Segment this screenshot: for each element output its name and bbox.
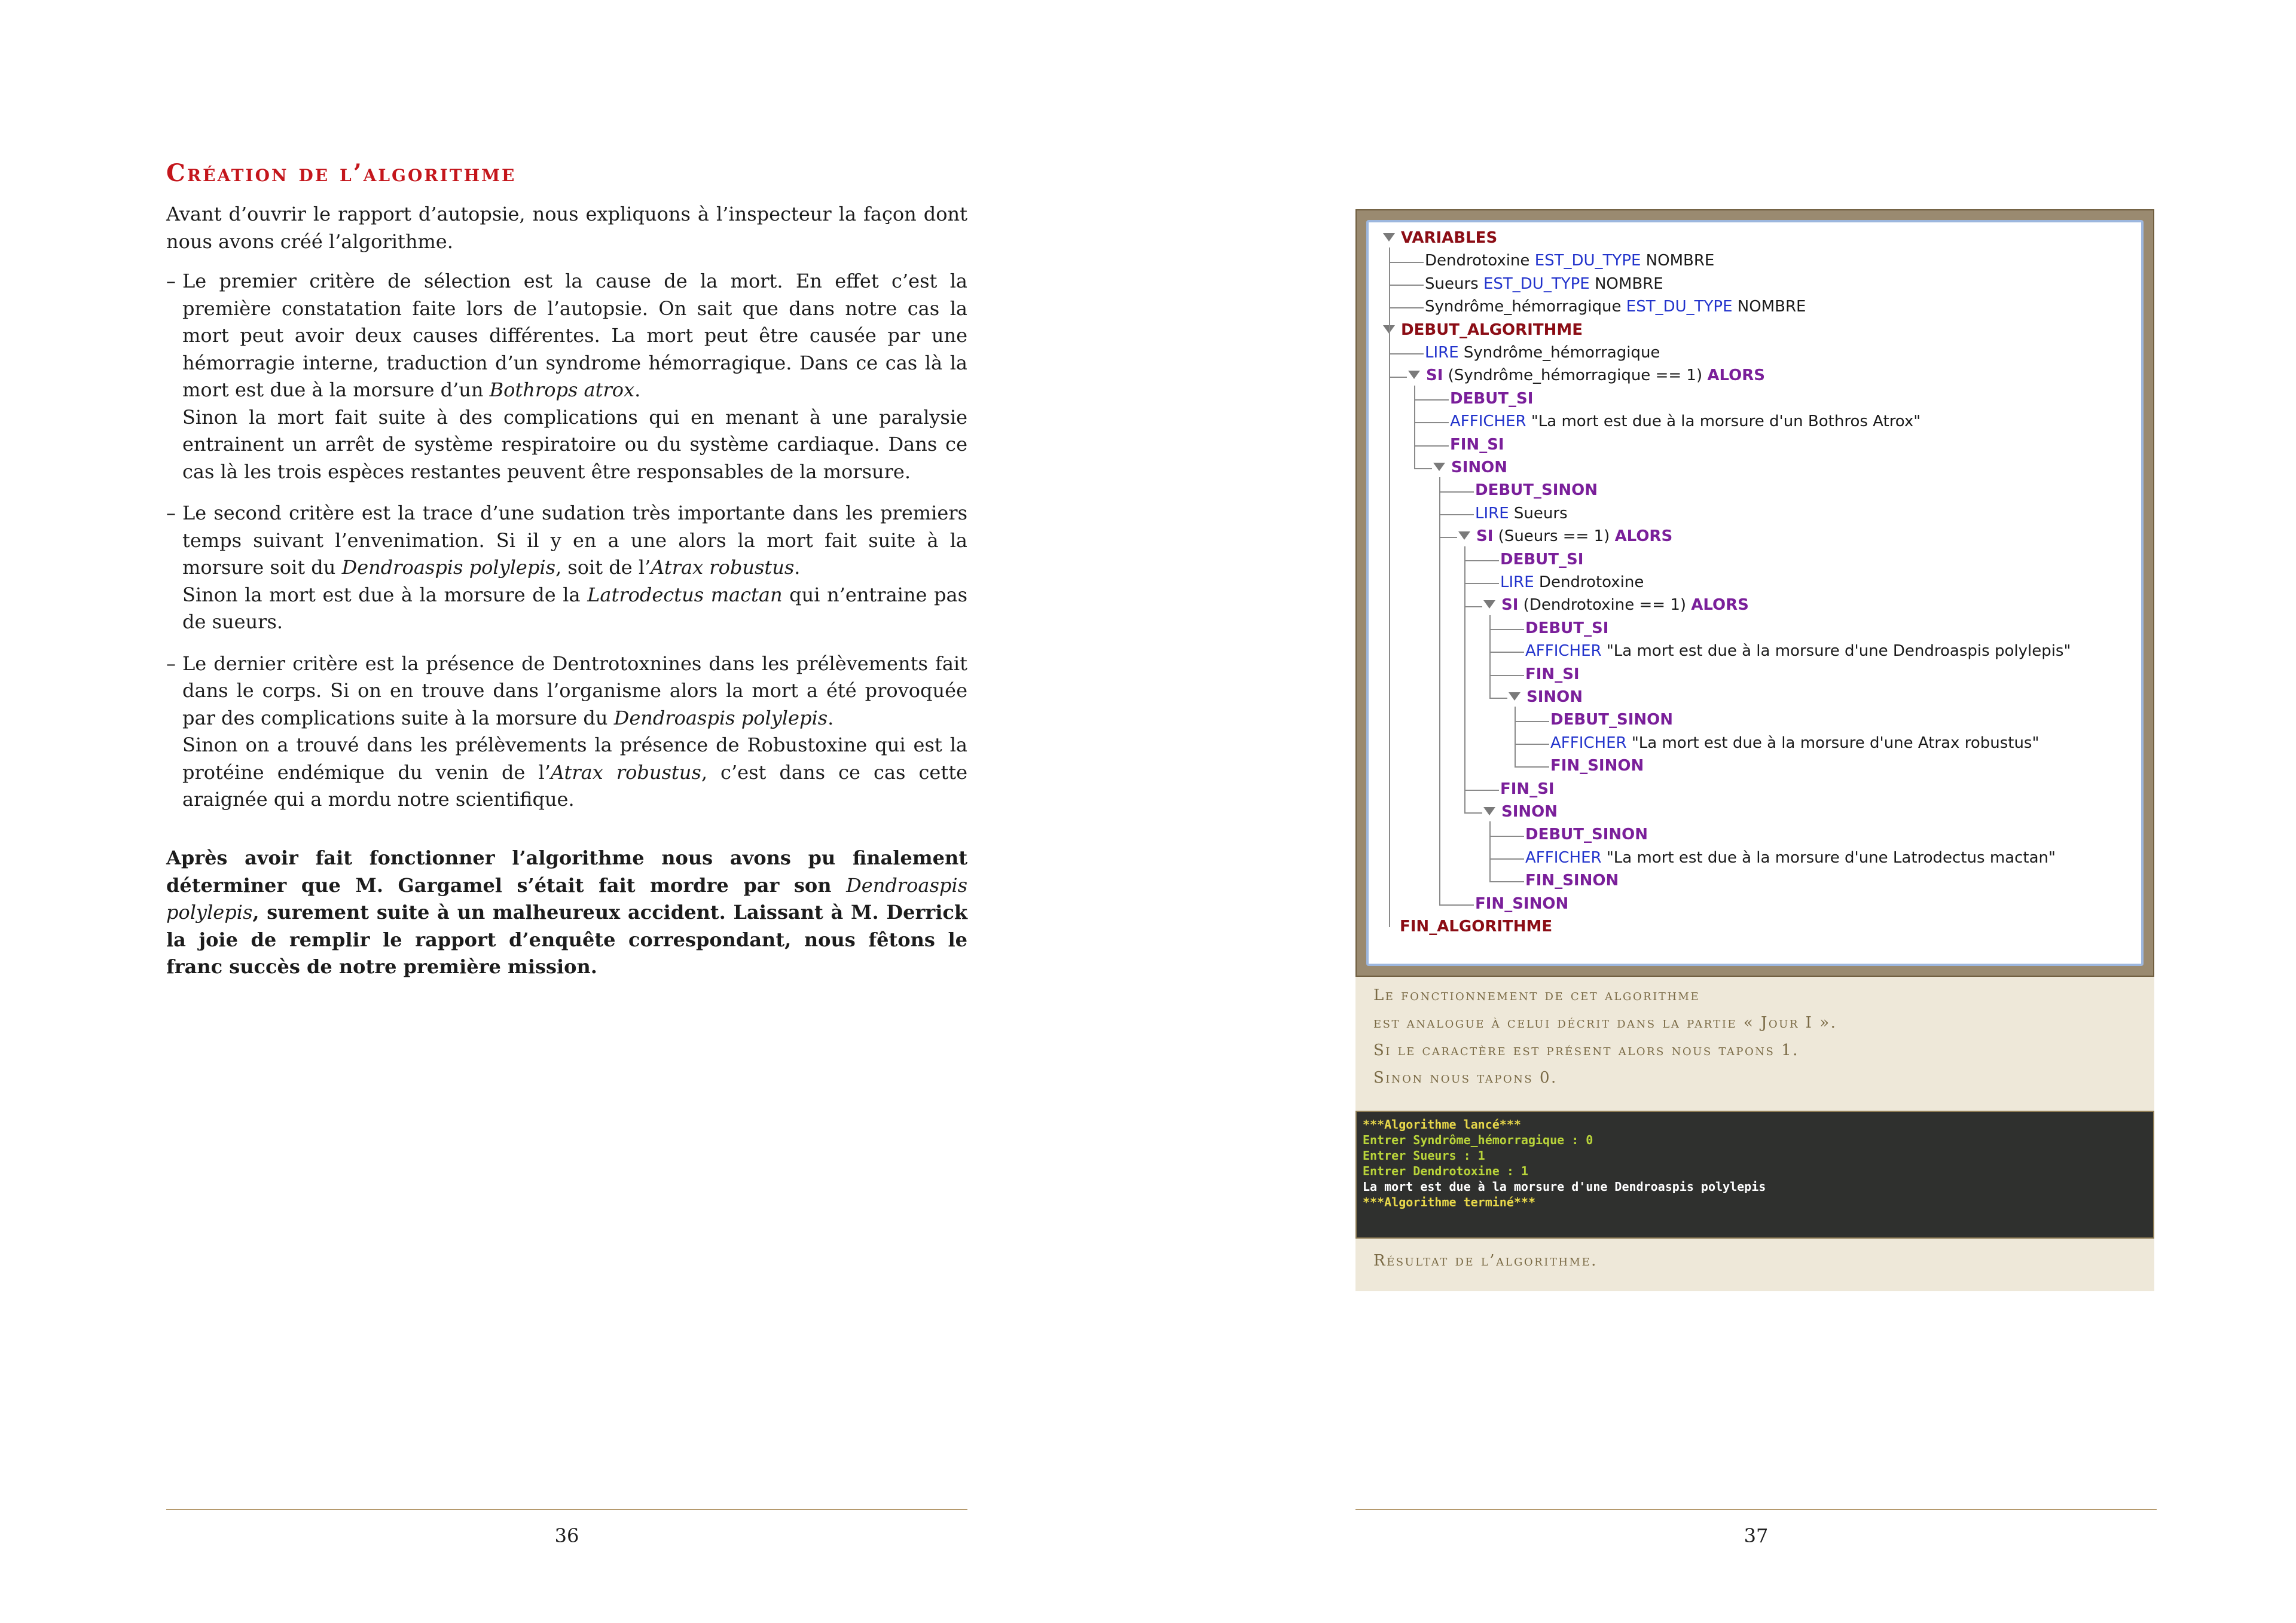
page-number: 36 — [554, 1524, 579, 1547]
disclosure-triangle-icon[interactable] — [1408, 371, 1420, 379]
tree-connector — [1414, 386, 1415, 469]
code-text: Syndrôme_hémorragique — [1425, 298, 1626, 316]
code-keyword: SINON — [1451, 459, 1508, 476]
code-text: Syndrôme_hémorragique — [1458, 344, 1660, 362]
tree-connector — [1389, 353, 1424, 354]
code-text: "La mort est due à la morsure d'une Latrodectus mactan" — [1601, 848, 2056, 867]
criterion-2-text-mid: , soit de l’ — [555, 556, 651, 579]
species-name: Latrodectus mactan — [587, 583, 783, 606]
console-line: La mort est due à la morsure d'une Dendroaspis polylepis — [1363, 1179, 1766, 1194]
code-keyword: FIN_SINON — [1475, 894, 1569, 913]
caption-line: Sinon nous tapons 0. — [1373, 1069, 1558, 1087]
code-line — [1525, 640, 2071, 662]
code-text: (Sueurs == 1) — [1493, 527, 1615, 546]
code-keyword: FIN_SI — [1500, 780, 1555, 798]
tree-connector — [1464, 606, 1482, 607]
species-name: Dendroaspis polylepis — [613, 706, 828, 729]
code-line — [1525, 870, 1619, 891]
code-keyword: SI — [1476, 527, 1494, 546]
code-line — [1383, 319, 1583, 341]
code-line — [1550, 755, 1644, 777]
tree-connector — [1389, 307, 1424, 308]
tree-connector — [1489, 698, 1507, 699]
code-line — [1550, 732, 2039, 754]
code-line — [1450, 411, 1921, 432]
code-text: "La mort est due à la morsure d'une Dendroaspis polylepis" — [1601, 642, 2071, 661]
code-keyword: DEBUT_SINON — [1550, 711, 1674, 729]
console-line: ***Algorithme terminé*** — [1363, 1195, 1535, 1209]
code-line — [1458, 525, 1672, 547]
code-keyword: DEBUT_SI — [1525, 619, 1609, 637]
tree-connector — [1414, 422, 1449, 423]
code-line — [1500, 778, 1555, 800]
code-keyword: AFFICHER — [1525, 848, 1602, 867]
code-keyword: LIRE — [1425, 344, 1459, 362]
species-name: Dendroaspis polylepis — [166, 873, 967, 924]
disclosure-triangle-icon[interactable] — [1509, 692, 1521, 701]
code-line — [1425, 296, 1806, 317]
code-keyword: EST_DU_TYPE — [1483, 274, 1590, 293]
criterion-3-text: Le dernier critère est la présence de Dentrotoxnines dans les prélèvements fait dans le corps. Si on en trouve dans l’organisme alors la mort a été provoquée par des complications suite à la morsure du — [182, 652, 967, 729]
code-text: "La mort est due à la morsure d'un Bothros Atrox" — [1526, 412, 1921, 431]
tree-connector — [1515, 766, 1549, 768]
code-line — [1525, 847, 2056, 869]
code-line — [1475, 893, 1568, 915]
code-text: (Dendrotoxine == 1) — [1518, 596, 1692, 615]
tree-connector — [1414, 399, 1449, 401]
tree-connector — [1439, 514, 1474, 515]
algorithm-editor — [1366, 220, 2144, 966]
tree-connector — [1489, 652, 1524, 653]
right-page — [1148, 0, 2296, 1623]
conclusion-text: Après avoir fait fonctionner l’algorithme nous avons pu finalement déterminer que M. Gargamel s’était fait mordre par son — [166, 846, 967, 897]
caption-line: Si le caractère est présent alors nous tapons 1. — [1373, 1041, 1799, 1059]
code-keyword: EST_DU_TYPE — [1626, 298, 1733, 316]
criterion-2-paragraph-1 — [182, 500, 967, 582]
criterion-3-paragraph-2 — [182, 732, 967, 814]
criterion-2-sinon-text: Sinon la mort est due à la morsure de la — [182, 583, 588, 606]
code-line — [1425, 342, 1660, 363]
tree-connector — [1389, 377, 1407, 378]
code-keyword: DEBUT_SINON — [1475, 481, 1598, 500]
code-line — [1525, 618, 1608, 639]
code-keyword: FIN_SI — [1525, 665, 1580, 683]
tree-connector — [1389, 285, 1424, 286]
species-name: Dendroaspis polylepis — [341, 556, 555, 579]
code-line — [1425, 250, 1714, 271]
code-keyword: DEBUT_SINON — [1525, 826, 1648, 844]
code-line — [1550, 709, 1673, 730]
code-keyword: VARIABLES — [1401, 229, 1498, 247]
criterion-item-1 — [166, 268, 967, 485]
tree-connector — [1489, 615, 1491, 699]
code-keyword: AFFICHER — [1550, 733, 1627, 752]
tree-connector — [1515, 744, 1549, 745]
result-caption: Résultat de l’algorithme. — [1373, 1252, 1598, 1270]
code-line — [1509, 686, 1583, 708]
code-keyword: SINON — [1526, 688, 1583, 706]
tree-connector — [1464, 546, 1465, 814]
species-name: Bothrops atrox — [489, 378, 635, 401]
criterion-3-paragraph-1 — [182, 650, 967, 732]
code-keyword: SI — [1501, 596, 1519, 615]
criterion-2-paragraph-2 — [182, 582, 967, 636]
tree-connector — [1489, 675, 1524, 676]
code-keyword: AFFICHER — [1450, 412, 1526, 431]
caption-line: Le fonctionnement de cet algorithme — [1373, 986, 1700, 1004]
criterion-item-3 — [166, 650, 967, 814]
tree-connector — [1489, 881, 1524, 882]
code-keyword: ALORS — [1691, 596, 1749, 615]
page-number: 37 — [1744, 1524, 1769, 1547]
code-line — [1408, 365, 1765, 386]
tree-connector — [1414, 445, 1449, 447]
code-line — [1500, 549, 1583, 570]
tree-connector — [1489, 821, 1491, 882]
code-text: Dendrotoxine — [1534, 573, 1644, 591]
caption-line: est analogue à celui décrit dans la partie « Jour I ». — [1373, 1014, 1837, 1032]
console-line: Entrer Dendrotoxine : 1 — [1363, 1164, 1528, 1178]
code-text: Dendrotoxine — [1425, 252, 1535, 270]
section-title: Création de l’algorithme — [166, 159, 517, 187]
figure-caption — [1355, 977, 2154, 1111]
criterion-3-sinon-text: Sinon on a trouvé dans les prélèvements la présence de Robustoxine qui est la protéine endémique du venin de l’ — [182, 733, 967, 784]
disclosure-triangle-icon[interactable] — [1483, 600, 1495, 609]
code-keyword: ALORS — [1614, 527, 1673, 546]
criterion-2-sinon-text-end: qui n’entraine pas de sueurs. — [182, 583, 968, 633]
code-keyword: DEBUT_SI — [1500, 550, 1584, 568]
code-line — [1475, 503, 1568, 524]
code-keyword: FIN_SINON — [1550, 757, 1644, 775]
list-dash: – — [166, 652, 176, 675]
code-line — [1450, 434, 1504, 456]
conclusion-text-end: , surement suite à un malheureux accident. Laissant à M. Derrick la joie de remplir le rapport d’enquête correspondant, nous fêtons le franc succès de notre première mission. — [166, 901, 967, 978]
tree-connector — [1515, 707, 1516, 768]
code-keyword: DEBUT_ALGORITHME — [1401, 320, 1583, 339]
tree-connector — [1489, 836, 1524, 837]
tree-connector — [1389, 262, 1424, 263]
code-line — [1400, 916, 1552, 937]
tree-connector — [1439, 491, 1474, 493]
code-keyword: FIN_ALGORITHME — [1400, 918, 1553, 936]
criterion-1-text: Le premier critère de sélection est la cause de la mort. En effet c’est la première constatation faite lors de l’autopsie. On sait que dans notre cas la mort peut avoir deux causes différentes. La mort peut être causée par une hémorragie interne, traduction d’un syndrome hémorragique. Dans ce cas là la mort est due à la morsure d’un — [182, 270, 967, 401]
tree-connector — [1489, 858, 1524, 860]
code-keyword: EST_DU_TYPE — [1534, 252, 1641, 270]
criteria-list — [166, 268, 967, 828]
console-line: Entrer Sueurs : 1 — [1363, 1148, 1485, 1163]
tree-connector — [1464, 560, 1499, 561]
criterion-3-sinon-text-end: , c’est dans ce cas cette araignée qui a mordu notre scientifique. — [182, 760, 968, 811]
code-text: "La mort est due à la morsure d'une Atrax robustus" — [1626, 733, 2039, 752]
tree-connector — [1464, 583, 1499, 584]
code-line — [1483, 801, 1558, 823]
code-keyword: AFFICHER — [1525, 642, 1602, 661]
console-output — [1355, 1111, 2154, 1239]
list-dash: – — [166, 502, 176, 524]
tree-connector — [1489, 629, 1524, 630]
tree-connector — [1439, 477, 1440, 905]
tree-connector — [1439, 537, 1457, 538]
code-text: NOMBRE — [1641, 252, 1715, 270]
code-line — [1483, 594, 1749, 616]
code-line — [1475, 479, 1598, 501]
tree-connector — [1414, 468, 1432, 469]
code-keyword: FIN_SI — [1450, 435, 1504, 454]
disclosure-triangle-icon[interactable] — [1383, 233, 1395, 242]
code-line — [1525, 664, 1580, 685]
criterion-1-text-end: . — [634, 378, 641, 401]
criterion-1-paragraph-2: Sinon la mort fait suite à des complications qui en menant à une paralysie entrainent un arrêt de système respiratoire ou du système cardiaque. Dans ce cas là les trois espèces restantes peuvent être responsables de la morsure. — [182, 405, 967, 483]
tree-connector — [1515, 721, 1549, 722]
tree-connector — [1439, 904, 1474, 906]
criterion-2-text: Le second critère est la trace d’une sudation très importante dans les premiers temps suivant l’envenimation. Si il y en a une alors la mort fait suite à la morsure soit du — [182, 502, 967, 579]
console-line: Entrer Syndrôme_hémorragique : 0 — [1363, 1133, 1593, 1147]
algorithm-figure — [1355, 209, 2154, 977]
code-line — [1450, 388, 1533, 409]
list-dash: – — [166, 270, 176, 292]
code-text: NOMBRE — [1589, 274, 1663, 293]
disclosure-triangle-icon[interactable] — [1483, 807, 1495, 815]
code-text: NOMBRE — [1732, 298, 1806, 316]
footer-rule — [1355, 1509, 2157, 1510]
result-caption-box — [1355, 1239, 2154, 1291]
species-name: Atrax robustus — [651, 556, 795, 579]
tree-connector — [1464, 812, 1482, 814]
code-text: Sueurs — [1425, 274, 1483, 293]
code-keyword: ALORS — [1707, 366, 1765, 385]
code-keyword: LIRE — [1475, 504, 1509, 522]
criterion-item-2 — [166, 500, 967, 636]
code-keyword: DEBUT_SI — [1450, 389, 1534, 408]
tree-connector — [1464, 790, 1499, 791]
code-keyword: FIN_SINON — [1525, 872, 1619, 890]
criterion-3-text-end: . — [828, 706, 834, 729]
code-text: (Syndrôme_hémorragique == 1) — [1443, 366, 1708, 385]
disclosure-triangle-icon[interactable] — [1433, 463, 1445, 471]
criterion-2-text-end: . — [794, 556, 801, 579]
console-line: ***Algorithme lancé*** — [1363, 1117, 1521, 1132]
code-line — [1433, 457, 1507, 478]
footer-rule — [166, 1509, 967, 1510]
disclosure-triangle-icon[interactable] — [1458, 531, 1470, 540]
code-text: Sueurs — [1509, 504, 1568, 522]
conclusion-paragraph — [166, 845, 967, 981]
code-line — [1383, 227, 1497, 249]
species-name: Atrax robustus — [550, 760, 701, 784]
criterion-1-paragraph-1 — [182, 268, 967, 404]
intro-paragraph: Avant d’ouvrir le rapport d’autopsie, nous expliquons à l’inspecteur la façon dont nous avons créé l’algorithme. — [166, 203, 967, 253]
code-keyword: LIRE — [1500, 573, 1534, 591]
code-keyword: SI — [1426, 366, 1443, 385]
code-keyword: SINON — [1501, 803, 1558, 821]
code-line — [1500, 571, 1644, 593]
code-line — [1525, 824, 1648, 845]
tree-connector — [1389, 247, 1390, 927]
code-line — [1425, 273, 1663, 295]
